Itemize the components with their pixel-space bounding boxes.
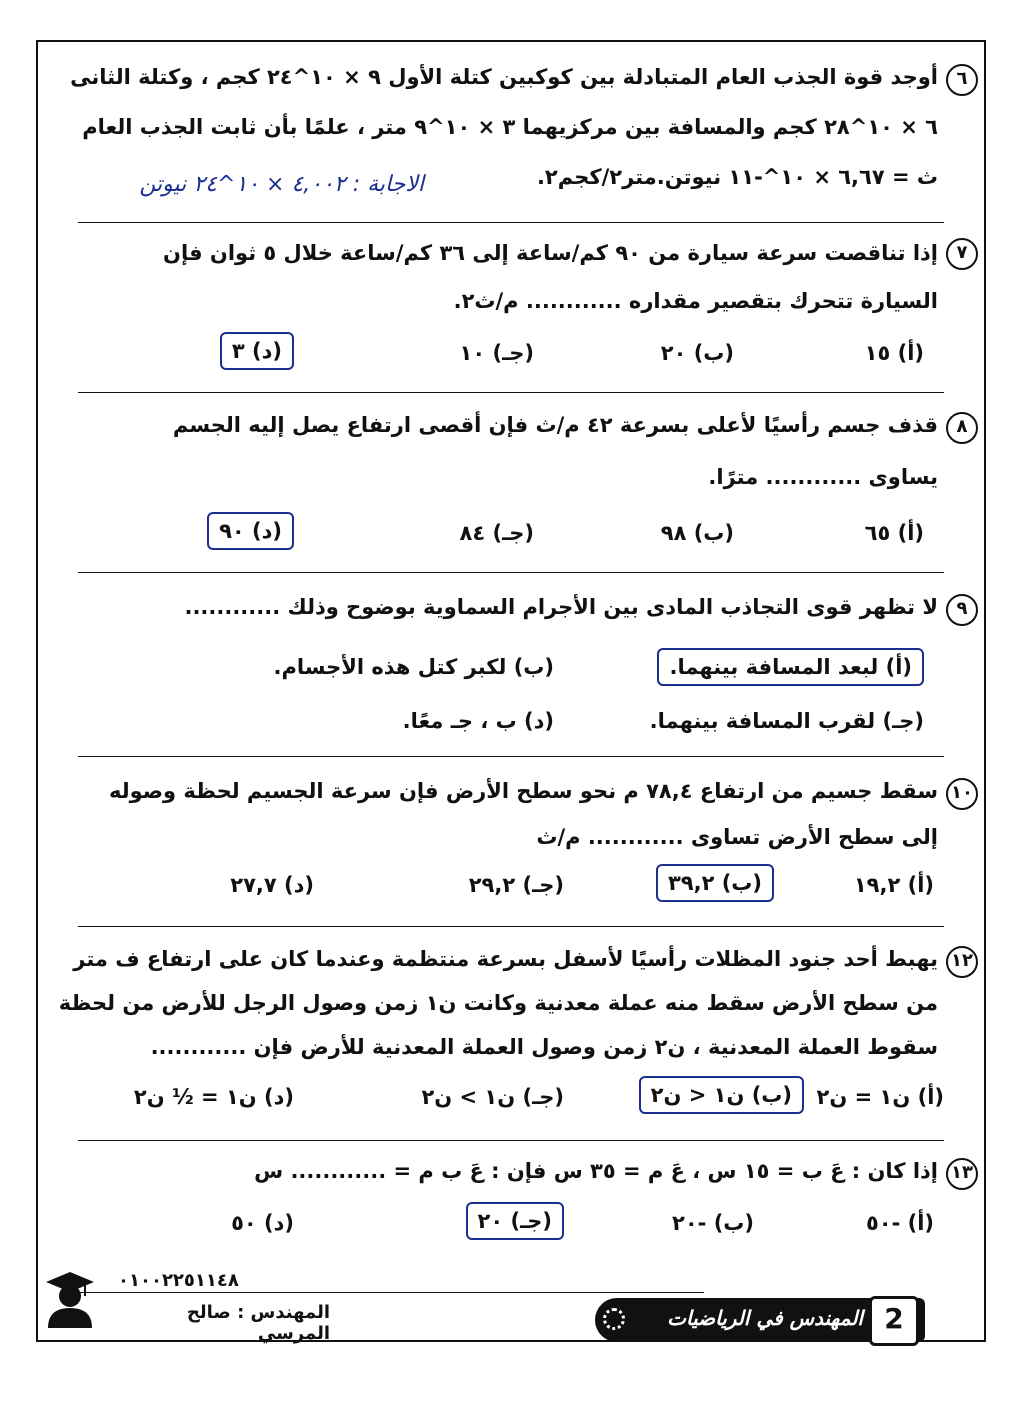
option-a[interactable]: (أ) -٥٠ [865,1211,934,1235]
question-text-line: أوجد قوة الجذب العام المتبادلة بين كوكبين كتلة الأول ٩ × ١٠^٢٤ كجم ، وكتلة الثانى [70,65,938,89]
divider [78,756,944,757]
option-a-selected[interactable]: (أ) لبعد المسافة بينهما. [657,648,924,686]
question-6 [38,54,984,214]
graduate-avatar-icon [40,1268,100,1328]
option-a[interactable]: (أ) ٦٥ [864,521,924,545]
option-a[interactable]: (أ) ١٥ [864,341,924,365]
option-d[interactable]: (د) ن١ = ½ ن٢ [133,1085,294,1109]
option-d[interactable]: (د) ٢٧,٧ [230,873,314,897]
question-text-line: إذا تناقصت سرعة سيارة من ٩٠ كم/ساعة إلى ٣٦ كم/ساعة خلال ٥ ثوان فإن [163,241,938,265]
page-number: 2 [869,1296,919,1346]
question-number: ١٢ [946,946,978,978]
question-number: ١٠ [946,778,978,810]
question-number: ١٣ [946,1158,978,1190]
brand-badge [595,1298,925,1342]
author-block [40,1268,330,1344]
question-text-line: سقوط العملة المعدنية ، ن٢ زمن وصول العملة المعدنية للأرض فإن ............ [150,1035,938,1059]
question-text-line: ٦ × ١٠^٢٨ كجم والمسافة بين مركزيهما ٣ × ١٠^٩ متر ، علمًا بأن ثابت الجذب العام [82,115,938,139]
option-a[interactable]: (أ) ١٩,٢ [853,873,934,897]
option-c-selected[interactable]: (جـ) ٢٠ [466,1202,564,1240]
question-text-line: سقط جسيم من ارتفاع ٧٨,٤ م نحو سطح الأرض فإن سرعة الجسيم لحظة وصوله [108,779,938,803]
engineer-name: المهندس : صالح المرسي [186,1302,330,1344]
question-number: ٦ [946,64,978,96]
worksheet-frame [36,40,986,1342]
question-7 [38,232,984,382]
question-text-line: يساوى ............ مترًا. [708,465,938,489]
question-number: ٩ [946,594,978,626]
option-d-selected[interactable]: (د) ٣ [220,332,294,370]
divider [78,1140,944,1141]
divider [78,572,944,573]
option-b-selected[interactable]: (ب) ٣٩,٢ [656,864,774,902]
option-d[interactable]: (د) ٥٠ [231,1211,294,1235]
option-b-selected[interactable]: (ب) ن١ < ن٢ [639,1076,804,1114]
divider [78,222,944,223]
option-b[interactable]: (ب) -٢٠ [672,1211,754,1235]
divider [78,926,944,927]
option-c[interactable]: (جـ) ن١ > ن٢ [421,1085,564,1109]
option-c[interactable]: (جـ) ١٠ [459,341,534,365]
option-d[interactable]: (د) ب ، جـ معًا. [402,709,554,733]
option-c[interactable]: (جـ) ٨٤ [459,521,534,545]
question-text-line: إلى سطح الأرض تساوى ............ م/ث [536,825,938,849]
question-9 [38,586,984,746]
divider [78,392,944,393]
question-text-line: قذف جسم رأسيًا لأعلى بسرعة ٤٢ م/ث فإن أقصى ارتفاع يصل إليه الجسم [172,413,938,437]
phone-number: ٠١٠٠٢٢٥١١٤٨ [118,1270,239,1291]
question-text-line: ث = ٦,٦٧ × ١٠^-١١ نيوتن.متر٢/كجم٢. [536,165,938,189]
question-8 [38,404,984,564]
question-text-line: من سطح الأرض سقط منه عملة معدنية وكانت ن١ زمن وصول الرجل للأرض من لحظة [58,991,938,1015]
option-c[interactable]: (جـ) لقرب المسافة بينهما. [649,709,924,733]
question-number: ٧ [946,238,978,270]
question-text-line: يهبط أحد جنود المظلات رأسيًا لأسفل بسرعة منتظمة وعندما كان على ارتفاع ف متر [73,947,938,971]
option-a[interactable]: (أ) ن١ = ن٢ [816,1085,944,1109]
question-number: ٨ [946,412,978,444]
question-12 [38,938,984,1128]
question-text-line: السيارة تتحرك بتقصير مقداره ............ م/ث٢. [453,289,938,313]
question-13 [38,1150,984,1260]
option-c[interactable]: (جـ) ٢٩,٢ [468,873,564,897]
brand-title: المهندس في الرياضيات [667,1306,863,1330]
option-d-selected[interactable]: (د) ٩٠ [207,512,294,550]
question-text-line: لا تظهر قوى التجاذب المادى بين الأجرام السماوية بوضوح وذلك ............ [184,595,938,619]
question-text-line: إذا كان : عَ ب = ١٥ س ، عَ م = ٣٥ س فإن : عَ ب م = ............ س [254,1159,938,1183]
option-b[interactable]: (ب) ٩٨ [660,521,734,545]
option-b[interactable]: (ب) لكبر كتل هذه الأجسام. [273,655,554,679]
option-b[interactable]: (ب) ٢٠ [660,341,734,365]
gear-icon [603,1308,625,1330]
question-10 [38,768,984,918]
handwritten-answer: الاجابة : ٤,٠٠٢ × ١٠^٢٤ نيوتن [139,172,424,197]
